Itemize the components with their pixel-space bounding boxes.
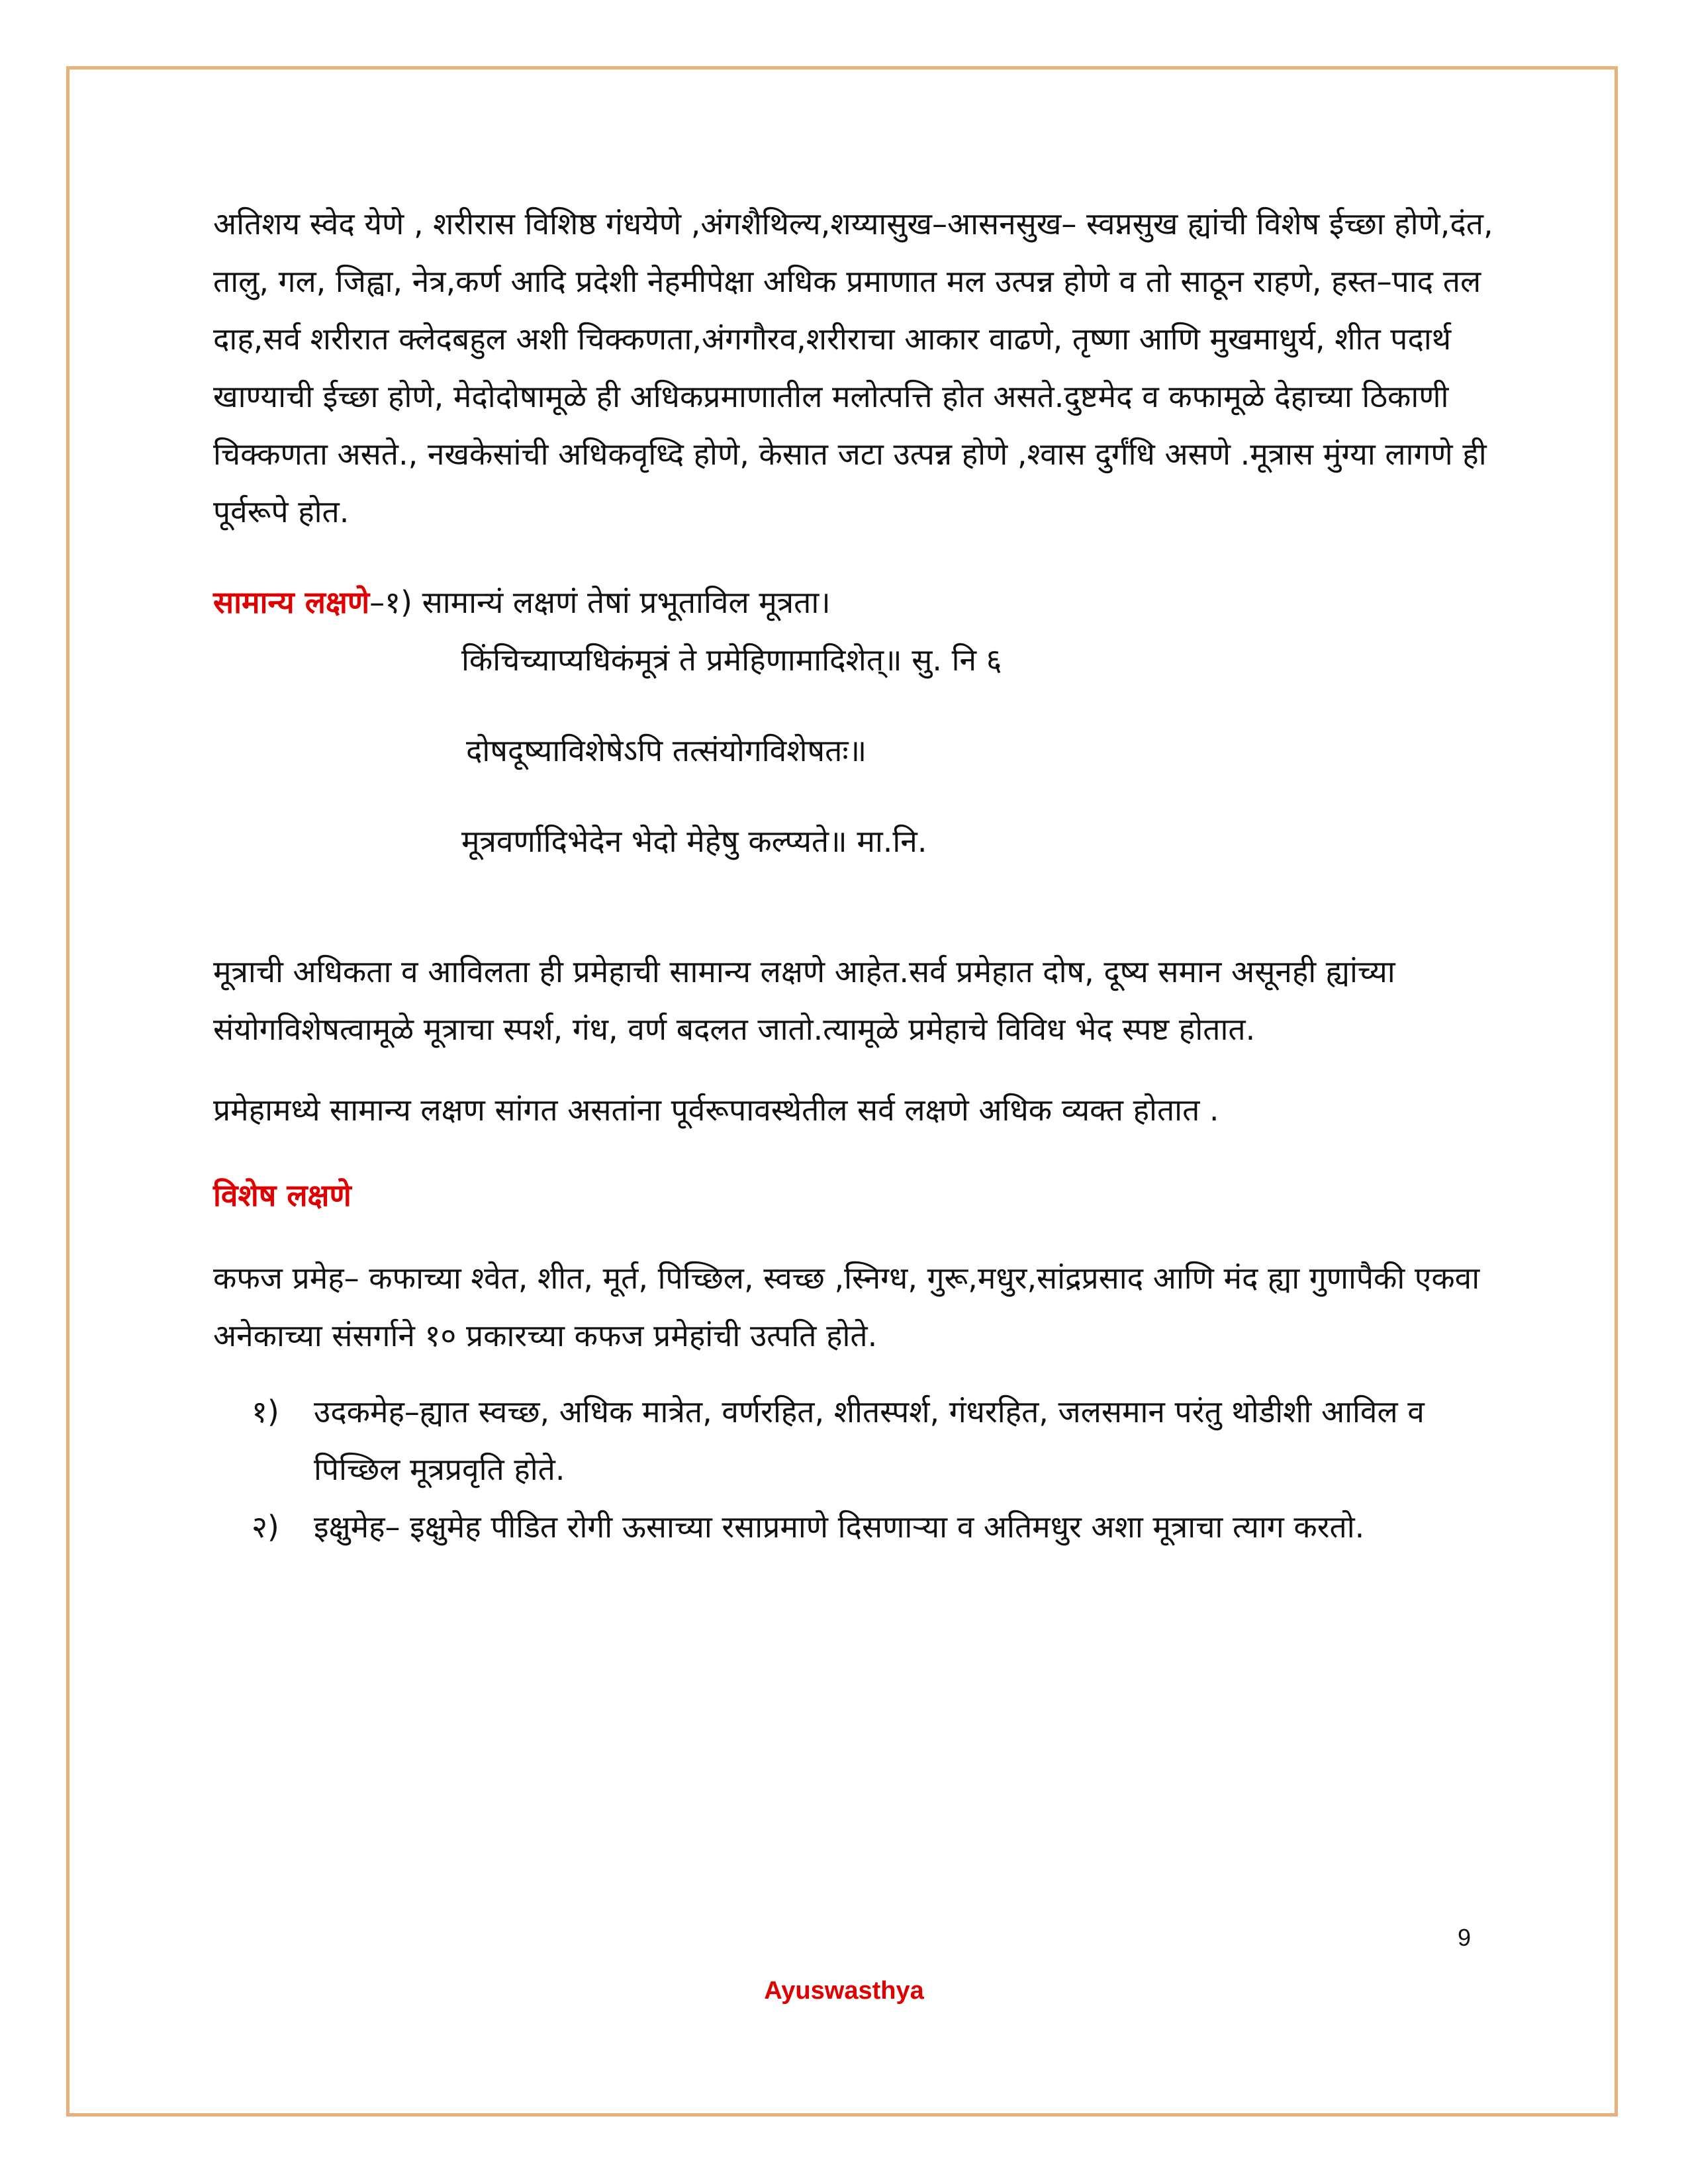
verse-line-4: मूत्रवर्णादिभेदेन भेदो मेहेषु कल्प्यते॥ मा.नि. <box>461 823 927 859</box>
paragraph-kaphaj-prameha: कफज प्रमेह– कफाच्या श्वेत, शीत, मूर्त, पिच्छिल, स्वच्छ ,स्निग्ध, गुरू,मधुर,सांद्रप्रसाद आणि मंद ह्या गुणापैकी एकवा अनेकाच्या संसर्गाने १० प्रकारच्या कफज प्रमेहांची उत्पति होते. <box>213 1260 1480 1353</box>
paragraph-purvarupa: अतिशय स्वेद येणे , शरीरास विशिष्ठ गंधयेणे ,अंगशैथिल्य,शय्यासुख–आसनसुख– स्वप्नसुख ह्यांची विशेष ईच्छा होणे,दंत, तालु, गल, जिह्वा, नेत्र,कर्ण आदि प्रदेशी नेहमीपेक्षा अधिक प्रमाणात मल उत्पन्न होणे व तो साठून राहणे, हस्त–पाद तल दाह,सर्व शरीरात क्लेदबहुल अशी चिक्कणता,अंगगौरव,शरीराचा आकार वाढणे, तृष्णा आणि मुखमाधुर्य, शीत पदार्थ खाण्याची ईच्छा होणे, मेदोदोषामूळे ही अधिकप्रमाणातील मलोत्पत्ति होत असते.दुष्टमेद व कफामूळे देहाच्या ठिकाणी चिक्कणता असते., नखकेसांची अधिकवृध्दि होणे, केसात जटा उत्पन्न होणे ,श्वास दुर्गंधि असणे .मूत्रास मुंग्या लागणे ही पूर्वरूपे होत. <box>213 206 1493 529</box>
list-item <box>213 1383 1511 1498</box>
paragraph-purvarupa-vyakta: प्रमेहामध्ये सामान्य लक्षण सांगत असतांना पूर्वरूपावस्थेतील सर्व लक्षणे अधिक व्यक्त होतात . <box>213 1092 1219 1128</box>
list-item-number: २) <box>252 1509 279 1545</box>
samanya-lakshane-section <box>213 574 1511 870</box>
samanya-heading: सामान्य लक्षणे <box>213 584 370 620</box>
verse-line-3: दोषदूष्याविशेषेऽपि तत्संयोगविशेषतः॥ <box>466 733 867 768</box>
verse-line-2: किंचिच्याप्यधिकंमूत्रं ते प्रमेहिणामादिशेत्॥ सु. नि ६ <box>461 642 1002 678</box>
list-item-text: इक्षुमेह– इक्षुमेह पीडित रोगी ऊसाच्या रसाप्रमाणे दिसणाऱ्या व अतिमधुर अशा मूत्राचा त्याग करतो. <box>314 1509 1365 1545</box>
prameha-list <box>213 1383 1511 1556</box>
verse-line-1: –१) सामान्यं लक्षणं तेषां प्रभूताविल मूत्रता। <box>369 584 831 620</box>
page-number: 9 <box>1458 1924 1472 1951</box>
samanya-heading-line <box>213 574 1511 631</box>
list-item <box>213 1498 1511 1556</box>
vishesh-heading: विशेष लक्षणे <box>213 1177 352 1213</box>
footer-brand: Ayuswasthya <box>764 1977 924 2005</box>
page-content <box>213 195 1511 1556</box>
list-item-text: उदकमेह–ह्यात स्वच्छ, अधिक मात्रेत, वर्णरहित, शीतस्पर्श, गंधरहित, जलसमान परंतु थोडीशी आविल व पिच्छिल मूत्रप्रवृति होते. <box>314 1394 1425 1487</box>
paragraph-samanya-explanation: मूत्राची अधिकता व आविलता ही प्रमेहाची सामान्य लक्षणे आहेत.सर्व प्रमेहात दोष, दूष्य समान असूनही ह्यांच्या संयोगविशेषत्वामूळे मूत्राचा स्पर्श, गंध, वर्ण बदलत जातो.त्यामूळे प्रमेहाचे विविध भेद स्पष्ट होतात. <box>213 954 1395 1047</box>
list-item-number: १) <box>252 1394 279 1430</box>
